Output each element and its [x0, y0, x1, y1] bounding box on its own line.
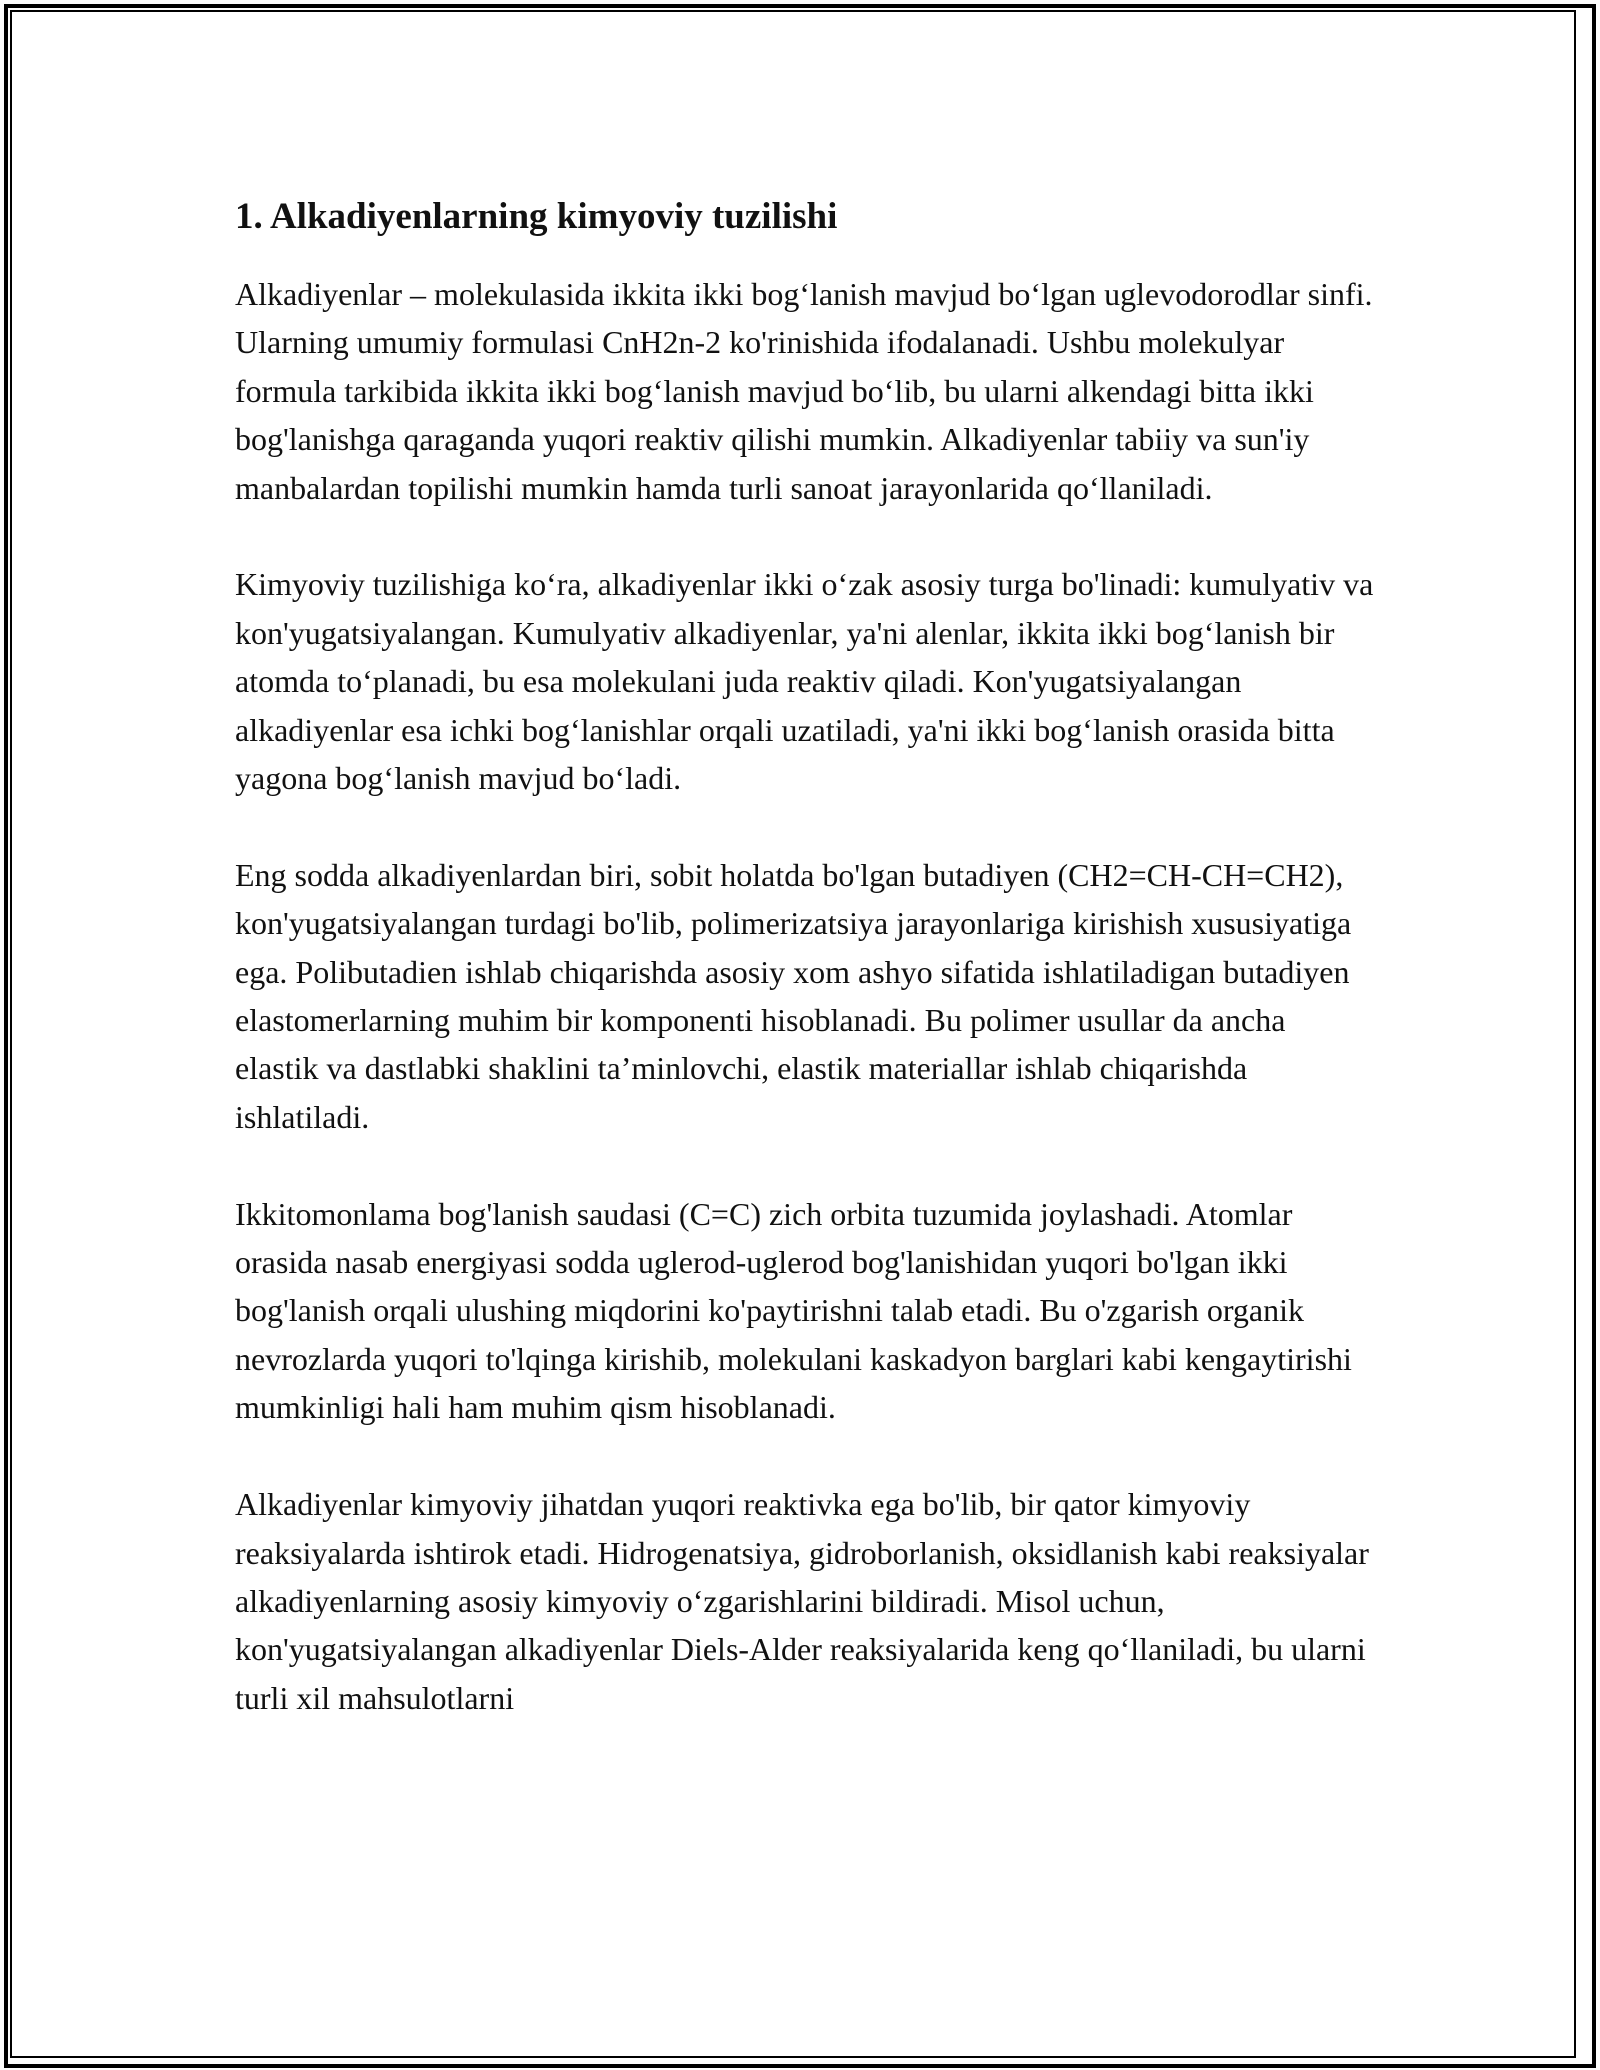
document-body	[235, 188, 1375, 1722]
paragraph: Kimyoviy tuzilishiga ko‘ra, alkadiyenlar ikki o‘zak asosiy turga bo'linadi: kumulyativ va kon'yugatsiyalangan. Kumulyativ alkadiyenlar, ya'ni alenlar, ikkita ikki bog‘lanish bir atomda to‘planadi, bu esa molekulani juda reaktiv qiladi. Kon'yugatsiyalangan alkadiyenlar esa ichki bog‘lanishlar orqali uzatiladi, ya'ni ikki bog‘lanish orasida bitta yagona bog‘lanish mavjud bo‘ladi.	[235, 566, 1374, 797]
paragraph: Ikkitomonlama bog'lanish saudasi (C=C) zich orbita tuzumida joylashadi. Atomlar orasida nasab energiyasi sodda uglerod-uglerod bog'lanishidan yuqori bo'lgan ikki bog'lanish orqali ulushing miqdorini ko'paytirishni talab etadi. Bu o'zgarish organik nevrozlarda yuqori to'lqinga kirishib, molekulani kaskadyon barglari kabi kengaytirishi mumkinligi hali ham muhim qism hisoblanadi.	[235, 1195, 1352, 1426]
paragraph: Alkadiyenlar kimyoviy jihatdan yuqori reaktivka ega bo'lib, bir qator kimyoviy reaksiyalarda ishtirok etadi. Hidrogenatsiya, gidroborlanish, oksidlanish kabi reaksiyalar alkadiyenlarning asosiy kimyoviy o‘zgarishlarini bildiradi. Misol uchun, kon'yugatsiyalangan alkadiyenlar Diels-Alder reaksiyalarida keng qo‘llaniladi, bu ularni turli xil mahsulotlarni	[235, 1486, 1369, 1716]
section-heading: 1. Alkadiyenlarning kimyoviy tuzilishi	[235, 196, 838, 237]
paragraph: Alkadiyenlar – molekulasida ikkita ikki bog‘lanish mavjud bo‘lgan uglevodorodlar sinfi. Ularning umumiy formulasi CnH2n-2 ko'rinishida ifodalanadi. Ushbu molekulyar formula tarkibida ikkita ikki bog‘lanish mavjud bo‘lib, bu ularni alkendagi bitta ikki bog'lanishga qaraganda yuqori reaktiv qilishi mumkin. Alkadiyenlar tabiiy va sun'iy manbalardan topilishi mumkin hamda turli sanoat jarayonlarida qo‘llaniladi.	[235, 276, 1373, 506]
paragraph: Eng sodda alkadiyenlardan biri, sobit holatda bo'lgan butadiyen (CH2=CH-CH=CH2), kon'yugatsiyalangan turdagi bo'lib, polimerizatsiya jarayonlariga kirishish xususiyatiga ega. Polibutadien ishlab chiqarishda asosiy xom ashyo sifatida ishlatiladigan butadiyen elastomerlarning muhim bir komponenti hisoblanadi. Bu polimer usullar da ancha elastik va dastlabki shaklini ta’minlovchi, elastik materiallar ishlab chiqarishda ishlatiladi.	[235, 856, 1352, 1135]
